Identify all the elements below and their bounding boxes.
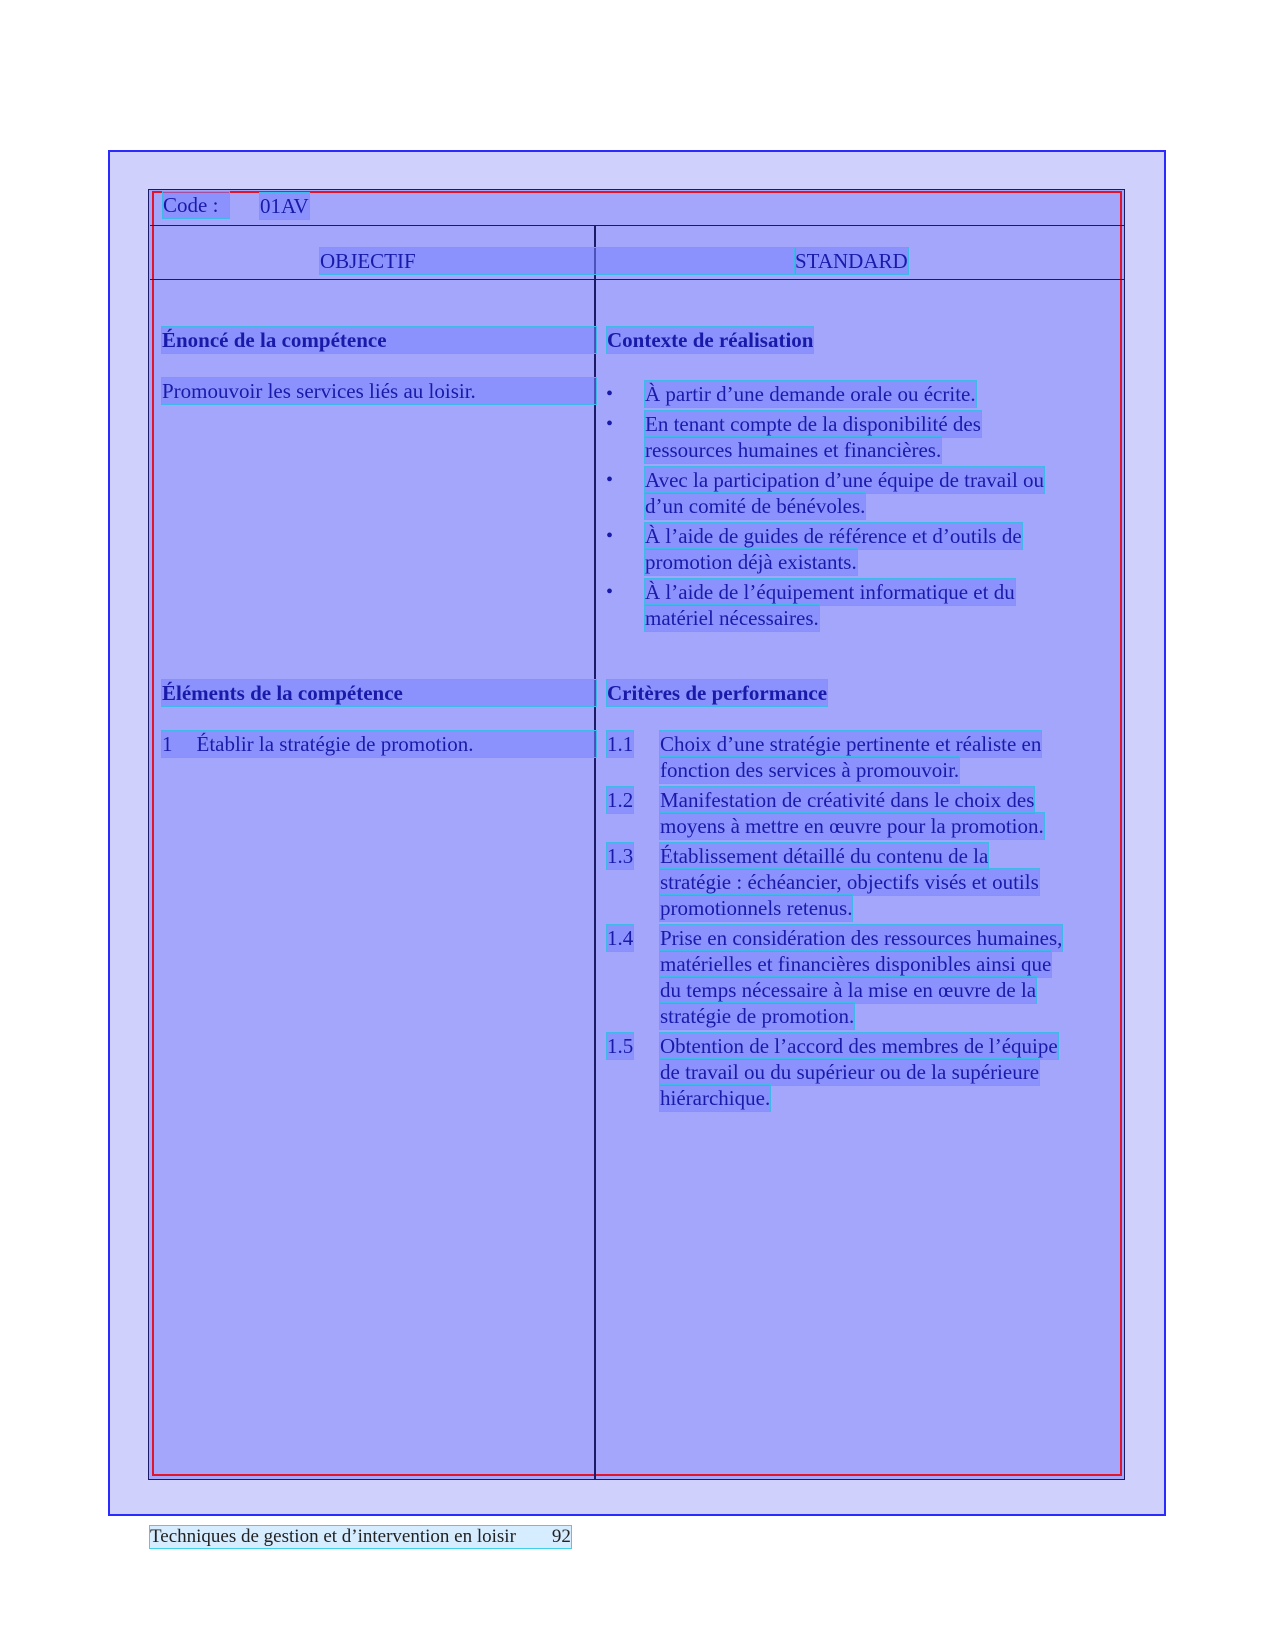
context-heading: Contexte de réalisation [607, 328, 814, 352]
context-bullet: • [606, 469, 614, 491]
column-divider [594, 225, 596, 1480]
criterion-number: 1.2 [607, 788, 634, 812]
context-item-line: À l’aide de guides de référence et d’outils de [645, 524, 1022, 548]
context-item-line: Avec la participation d’une équipe de travail ou [645, 468, 1045, 492]
objective-column-header [320, 248, 795, 274]
criterion-number: 1.1 [607, 732, 634, 756]
criterion-line: fonction des services à promouvoir. [660, 758, 960, 782]
column-header-rule [150, 279, 1125, 280]
page-number: 92 [551, 1526, 571, 1547]
context-bullet: • [606, 383, 614, 405]
program-title: Techniques de gestion et d’intervention en loisir [150, 1526, 516, 1547]
criterion-number: 1.5 [607, 1034, 634, 1058]
statement-heading-text: Énoncé de la compétence [162, 328, 387, 352]
header-rule [150, 225, 1125, 226]
context-bullet: • [606, 525, 614, 547]
context-item-line: En tenant compte de la disponibilité des [645, 412, 981, 436]
context-item-line: À l’aide de l’équipement informatique et du [645, 580, 1015, 604]
criterion-line: Établissement détaillé du contenu de la [660, 844, 989, 868]
elements-heading-text: Éléments de la compétence [162, 681, 403, 705]
criterion-line: du temps nécessaire à la mise en œuvre de la [660, 978, 1037, 1002]
criterion-line: Manifestation de créativité dans le choix des [660, 788, 1035, 812]
context-item-line: À partir d’une demande orale ou écrite. [645, 382, 976, 406]
code-label: Code : [163, 192, 229, 218]
criterion-line: Obtention de l’accord des membres de l’équipe [660, 1034, 1058, 1058]
context-item-line: ressources humaines et financières. [645, 438, 942, 462]
context-bullet: • [606, 581, 614, 603]
competence-statement [162, 378, 596, 404]
criterion-line: stratégie : échéancier, objectifs visés et outils [660, 870, 1039, 894]
code-value: 01AV [260, 194, 309, 218]
statement-heading [162, 327, 596, 353]
criterion-line: moyens à mettre en œuvre pour la promotion. [660, 814, 1044, 838]
criterion-line: Prise en considération des ressources humaines, [660, 926, 1063, 950]
context-bullet: • [606, 413, 614, 435]
criterion-number: 1.4 [607, 926, 634, 950]
criterion-number: 1.3 [607, 844, 634, 868]
objective-column-label: OBJECTIF [320, 249, 416, 273]
criterion-line: promotionnels retenus. [660, 896, 853, 920]
criterion-line: matérielles et financières disponibles ainsi que [660, 952, 1052, 976]
criterion-line: hiérarchique. [660, 1086, 771, 1110]
criterion-line: stratégie de promotion. [660, 1004, 855, 1028]
competence-statement-text: Promouvoir les services liés au loisir. [162, 379, 476, 403]
context-item-line: promotion déjà existants. [645, 550, 857, 574]
criteria-heading: Critères de performance [607, 681, 828, 705]
criterion-line: Choix d’une stratégie pertinente et réaliste en [660, 732, 1042, 756]
element-item [162, 731, 596, 757]
criterion-line: de travail ou du supérieur ou de la supérieure [660, 1060, 1040, 1084]
element-number: 1 [162, 732, 173, 756]
standard-column-header: STANDARD [795, 249, 908, 273]
elements-heading [162, 680, 596, 706]
element-text: Établir la stratégie de promotion. [196, 732, 474, 756]
context-item-line: matériel nécessaires. [645, 606, 819, 630]
page-footer [150, 1526, 571, 1548]
context-item-line: d’un comité de bénévoles. [645, 494, 866, 518]
